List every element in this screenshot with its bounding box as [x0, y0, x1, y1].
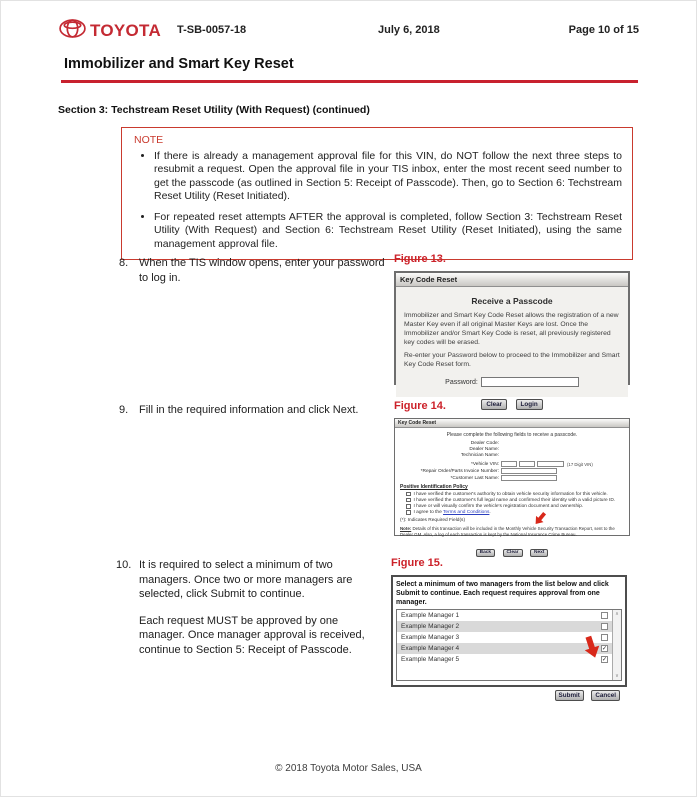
required-fields-note: (*): Indicates Required Field(s) — [400, 518, 466, 524]
figure-15-label: Figure 15. — [391, 557, 443, 569]
list-scrollbar[interactable] — [612, 610, 621, 680]
passcode-description: Immobilizer and Smart Key Code Reset allows the registration of a new Master Key even if all original Master Keys are lost. Once the Immobilizer and/or Smart Key Code is reset, all previously registered key codes will be erased. — [404, 312, 619, 346]
section-heading: Section 3: Techstream Reset Utility (With Request) (continued) — [58, 104, 370, 116]
terms-and-conditions-link[interactable]: Terms and Conditions — [443, 510, 490, 516]
window-title: Key Code Reset — [395, 419, 629, 428]
dealer-code-label: Dealer Code: — [470, 441, 499, 446]
note-box — [121, 127, 633, 260]
step-text: Each request MUST be approved by one manager. Once manager approval is received, continue to Section 5: Receipt of Passcode. — [139, 614, 365, 656]
manager-checkbox[interactable]: ✓ — [602, 657, 608, 664]
repair-order-label: *Repair Order/Parts Invoice Number: — [420, 468, 499, 474]
toyota-emblem-icon — [59, 19, 86, 43]
repair-order-input[interactable] — [501, 468, 557, 474]
figure-13-label: Figure 13. — [394, 253, 446, 265]
manager-row[interactable]: Example Manager 1 — [397, 610, 621, 621]
step-9 — [119, 403, 387, 418]
figure-14-label: Figure 14. — [394, 400, 446, 412]
policy-heading: Positive Identification Policy — [400, 484, 468, 490]
toyota-logo — [59, 19, 161, 43]
password-instruction: Re-enter your Password below to proceed to the Immobilizer and Smart Key Code Reset form. — [404, 351, 620, 368]
manager-row[interactable]: Example Manager 5 ✓ — [401, 656, 608, 664]
note-bullet-list — [132, 150, 622, 251]
transaction-footnote: Note: Details of this transaction will be included in the Monthly Vehicle Security Transaction Report, sent to the Dealer GM. Also, a log of each transaction is kept by the National Insurance Crime Bureau. — [400, 526, 615, 537]
step-10 — [116, 558, 387, 657]
policy-checkbox[interactable] — [406, 498, 411, 503]
form-intro: Please complete the following fields to receive a passcode. — [446, 432, 578, 438]
manager-checkbox[interactable] — [601, 623, 608, 630]
copyright-footer: © 2018 Toyota Motor Sales, USA — [275, 763, 422, 774]
policy-checkbox[interactable] — [406, 492, 411, 497]
step-text: It is required to select a minimum of two managers. Once two or more managers are selected, click Submit to continue. — [139, 559, 353, 601]
step-text: When the TIS window opens, enter your password to log in. — [139, 257, 385, 284]
policy-checkbox[interactable] — [406, 510, 411, 515]
password-input[interactable] — [481, 377, 579, 387]
clear-button[interactable]: Clear — [481, 399, 507, 410]
header-divider — [61, 80, 638, 83]
policy-agree-text: I agree to the Terms and Conditions. — [413, 510, 491, 516]
submit-button[interactable]: Submit — [555, 690, 584, 701]
step-number: 10. — [116, 559, 132, 571]
toyota-logo-text: TOYOTA — [90, 21, 162, 40]
vin-input-3[interactable] — [537, 461, 564, 467]
manager-row[interactable]: Example Manager 4 ✓ — [397, 643, 621, 654]
vin-input-1[interactable] — [501, 461, 517, 467]
customer-last-name-input[interactable] — [501, 475, 557, 481]
vin-hint: (17 Digit VIN) — [567, 461, 593, 467]
vin-input-2[interactable] — [519, 461, 535, 467]
note-label: NOTE — [134, 134, 164, 146]
technician-name-label: Technician Name: — [460, 453, 499, 458]
manager-checkbox[interactable] — [601, 612, 608, 619]
bulletin-number: T-SB-0057-18 — [177, 24, 247, 36]
clear-button[interactable]: Clear — [503, 549, 523, 557]
policy-item-text: I have or will visually confirm the vehicle's registration document and ownership. — [413, 503, 584, 509]
receive-passcode-heading: Receive a Passcode — [471, 296, 553, 306]
vin-label: *Vehicle VIN: — [471, 461, 499, 467]
bulletin-date: July 6, 2018 — [378, 24, 440, 36]
step-number: 9. — [119, 404, 129, 416]
manager-checkbox[interactable]: ✓ — [602, 646, 608, 653]
note-bullet: • For repeated reset attempts AFTER the approval is completed, follow Section 3: Techstream Reset Utility (With Request) and Section 6: Techstream Reset Utility (Reset Initiated), using the same management approval file. — [154, 211, 622, 251]
figure-14-window — [394, 418, 630, 556]
login-button[interactable]: Login — [516, 399, 543, 410]
note-bullet: • If there is already a management approval file for this VIN, do NOT follow the next three steps to resubmit a request. Open the approval file in your TIS inbox, enter the most recent seed number to get the passcode (as outlined in Section 5: Receipt of Passcode). Then, go to Section 6: Techstream Reset Utility (Reset Initiated). — [154, 150, 622, 204]
step-8 — [119, 256, 387, 285]
next-button[interactable]: Next — [530, 549, 548, 557]
scrollbar-up-icon[interactable]: ∧ — [615, 611, 619, 618]
step-text: Fill in the required information and click Next. — [139, 404, 359, 416]
page-indicator: Page 10 of 15 — [568, 24, 639, 36]
policy-item-text: I have verified the customer's authority to obtain vehicle security information for this vehicle. — [413, 491, 608, 497]
password-label: Password: — [445, 378, 478, 386]
dealer-name-label: Dealer Name: — [469, 447, 499, 452]
document-title: Immobilizer and Smart Key Reset — [64, 56, 294, 72]
manager-row[interactable]: Example Manager 3 — [397, 632, 621, 643]
policy-item-text: I have verified the customer's full legal name and confirmed their identity with a valid picture ID. — [413, 497, 616, 503]
back-button[interactable]: Back — [476, 549, 495, 557]
manager-row[interactable]: Example Manager 2 — [397, 621, 621, 632]
policy-checkbox[interactable] — [406, 504, 411, 509]
scrollbar-down-icon[interactable]: ∨ — [615, 673, 619, 680]
manager-checkbox[interactable] — [601, 634, 608, 641]
figure-15-window — [391, 575, 627, 700]
manager-select-instruction: Select a minimum of two managers from the list below and click Submit to continue. Each request requires approval from one manager. — [396, 581, 609, 607]
window-title: Key Code Reset — [396, 273, 628, 287]
step-number: 8. — [119, 257, 129, 269]
customer-last-name-label: *Customer Last Name: — [450, 475, 499, 481]
cancel-button[interactable]: Cancel — [591, 690, 620, 701]
